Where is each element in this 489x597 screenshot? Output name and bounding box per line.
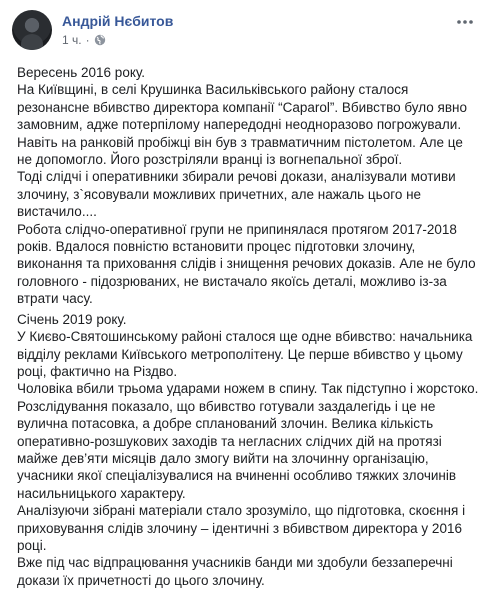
post-paragraph: Розслідування показало, що вбивство готували заздалегідь і це не вулична потасовка, а добре спланований злочин. Велика кількість оперативно-розшукових заходів та негласних слідчих дій на протязі майже дев’яти місяців дало змогу вийти на злочинну організацію, учасники якої спеціалізувалися на вчиненні особливо тяжких злочинів насильницького характеру. [17,398,457,501]
more-horizontal-icon[interactable] [453,12,477,32]
post-paragraph: На Київщині, в селі Крушинка Васильківського району сталося резонансне вбивство директора компанії “Caparol”. Вбивство було явно замовним, адже потерпілому напередодні неодноразово погрожували. Навіть на ранковій пробіжці він був з травматичним пістолетом. Але це не допомогло. Його розстріляли вранці із вогнепальної зброї. [17,82,467,168]
post-paragraph: Вже під час відпрацювання учасників банди ми здобули беззаперечні докази їх причетності до цього злочину. [17,555,453,588]
post-body [17,64,481,589]
author-name[interactable]: Андрій Нєбитов [62,13,174,29]
meta-separator: · [85,33,90,47]
globe-icon[interactable] [94,34,106,46]
post-paragraph: Аналізуючи зібрані матеріали стало зрозуміло, що підготовка, скоєння і приховування слідів злочину – ідентичні з вбивством директора у 2016 році. [17,503,466,553]
post-paragraph: У Києво-Святошинському районі сталося ще одне вбивство: начальника відділу реклами Київського метрополітену. Це перше вбивство у цьому році, фактично на Різдво. [17,329,473,379]
post-paragraph: Січень 2019 року. [17,311,127,327]
post-paragraph: Чоловіка вбили трьома ударами ножем в спину. Так підступно і жорстоко. [17,381,479,397]
post-paragraph: Вересень 2016 року. [17,65,146,80]
post-paragraph: Робота слідчо-оперативної групи не припинялася протягом 2017-2018 років. Вдалося повністю встановити процес підготовки злочину, виконання та приховання слідів і знищення речових доказів. Але не було головного - підозрюваних, не вистачало якоїсь деталі, можливо із-за втрати часу. [17,221,476,307]
post-paragraph: Тоді слідчі і оперативники збирали речові докази, аналізували мотиви злочину, з`ясовували можливих причетних, але нажаль цього не вистачило.... [17,169,456,220]
avatar[interactable] [12,10,52,50]
post-meta [62,33,106,47]
post-time[interactable]: 1 ч. [62,33,82,47]
